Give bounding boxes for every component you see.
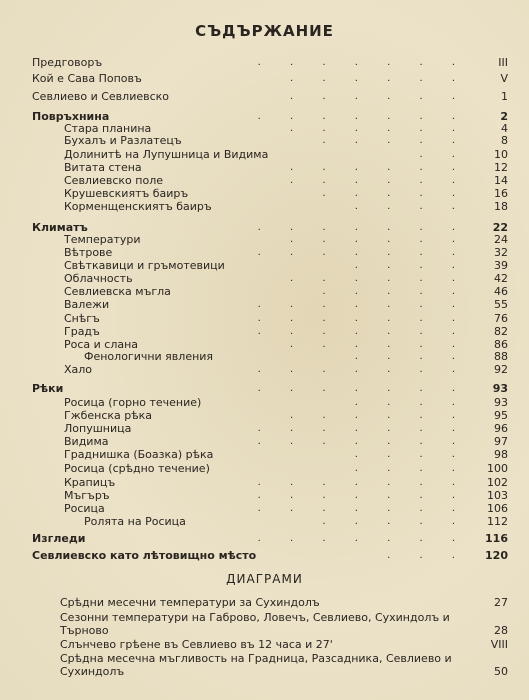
- toc-entry: Долинитѣ на Лупушница и Видима . . 10: [64, 148, 508, 161]
- diagram-entry: Срѣдни месечни температури за Сухиндолъ 27: [60, 596, 508, 609]
- toc-entry: Предговоръ . . . . . . . III: [32, 56, 508, 69]
- toc-entry: Крапицъ . . . . . . . 102: [64, 476, 508, 489]
- toc-entry: Росица . . . . . . . 106: [64, 502, 508, 515]
- toc-entry: Витата стена . . . . . . 12: [64, 161, 508, 174]
- toc-entry: Валежи . . . . . . . 55: [64, 298, 508, 311]
- toc-entry: Стара планина . . . . . . 4: [64, 122, 508, 135]
- toc-entry: Хало . . . . . . . 92: [64, 363, 508, 376]
- toc-entry: Росица (срѣдно течение) . . . . 100: [64, 462, 508, 475]
- toc-entry: Вѣтрове . . . . . . . 32: [64, 246, 508, 259]
- toc-entry: Роса и слана . . . . . . 86: [64, 338, 508, 351]
- toc-entry: Температури . . . . . . 24: [64, 233, 508, 246]
- toc-entry: Граднишка (Боазка) рѣка . . . . 98: [64, 448, 508, 461]
- diagram-entry: Сезонни температури на Габрово, Ловечъ, Севлиево, Сухиндолъ и Търново 28: [60, 611, 508, 637]
- toc-entry: Ролята на Росица . . . . . 112: [84, 515, 508, 528]
- page-title: СЪДЪРЖАНИЕ: [195, 22, 334, 40]
- toc-section: Изгледи . . . . . . . 116: [32, 532, 508, 545]
- diagram-entry: Слънчево грѣене въ Севлиево въ 12 часа и 27' VIII: [60, 638, 508, 651]
- toc-entry: Крушевскиятъ баиръ . . . . . 16: [64, 187, 508, 200]
- toc-entry: Кой е Сава Поповъ . . . . . . V: [32, 72, 508, 85]
- toc-entry: Свѣткавици и гръмотевици . . . . 39: [64, 259, 508, 272]
- toc-entry: Градъ . . . . . . . 82: [64, 325, 508, 338]
- toc-section: Климатъ . . . . . . . 22: [32, 221, 508, 234]
- toc-entry: Гжбенска рѣка . . . . . . 95: [64, 409, 508, 422]
- toc-entry: Облачность . . . . . . 42: [64, 272, 508, 285]
- toc-entry: Снѣгъ . . . . . . . 76: [64, 312, 508, 325]
- toc-entry: Корменщенскиятъ баиръ . . . . 18: [64, 200, 508, 213]
- toc-section: Севлиевско като лѣтовищно мѣсто . . . 120: [32, 549, 508, 562]
- toc-entry: Севлиевско поле . . . . . . 14: [64, 174, 508, 187]
- toc-entry: Мъгъръ . . . . . . . 103: [64, 489, 508, 502]
- toc-entry: Севлиево и Севлиевско . . . . . . 1: [32, 90, 508, 103]
- diagrams-heading: ДИАГРАМИ: [226, 572, 303, 586]
- toc-entry: Севлиевска мъгла . . . . . 46: [64, 285, 508, 298]
- toc-section: Повръхнина . . . . . . . 2: [32, 110, 508, 123]
- toc-entry: Бухалъ и Разлатецъ . . . . . 8: [64, 134, 508, 147]
- toc-section: Рѣки . . . . . . . 93: [32, 382, 508, 395]
- diagram-entry: Срѣдна месечна мъгливость на Градница, Разсадника, Севлиево и Сухиндолъ 50: [60, 652, 508, 678]
- toc-entry: Росица (горно течение) . . . . 93: [64, 396, 508, 409]
- toc-entry: Видима . . . . . . . 97: [64, 435, 508, 448]
- toc-entry: Лопушница . . . . . . . 96: [64, 422, 508, 435]
- toc-entry: Фенологични явления . . . . 88: [84, 350, 508, 363]
